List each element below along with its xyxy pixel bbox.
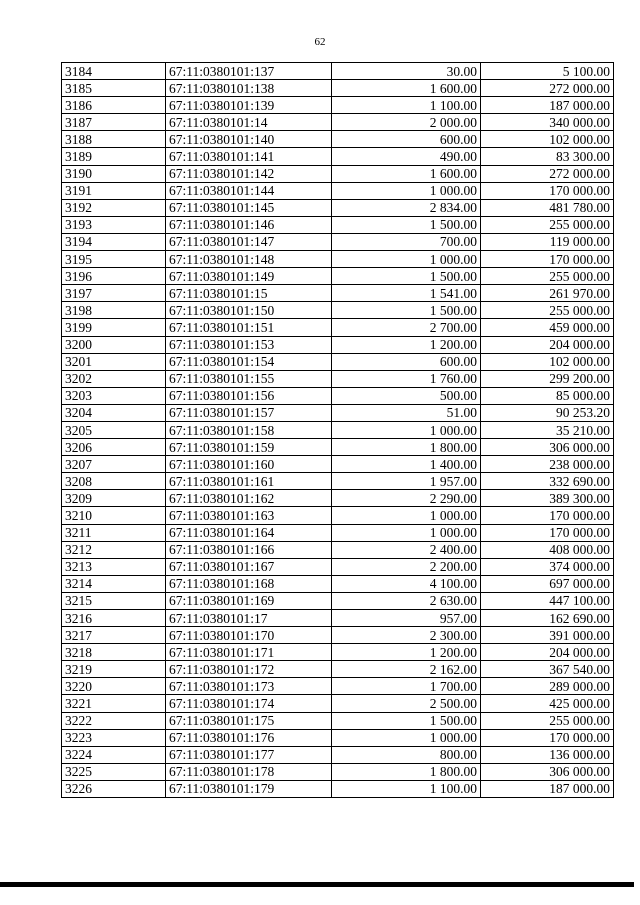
cadastral-number-cell: 67:11:0380101:14 xyxy=(166,114,332,131)
row-number-cell: 3215 xyxy=(62,592,166,609)
area-cell: 30.00 xyxy=(332,63,481,80)
table-row xyxy=(62,541,614,558)
row-number-cell: 3200 xyxy=(62,336,166,353)
value-cell: 187 000.00 xyxy=(481,780,614,797)
value-cell: 204 000.00 xyxy=(481,336,614,353)
value-cell: 255 000.00 xyxy=(481,268,614,285)
area-cell: 600.00 xyxy=(332,131,481,148)
value-cell: 170 000.00 xyxy=(481,729,614,746)
table-row xyxy=(62,199,614,216)
cadastral-number-cell: 67:11:0380101:163 xyxy=(166,507,332,524)
value-cell: 408 000.00 xyxy=(481,541,614,558)
row-number-cell: 3213 xyxy=(62,558,166,575)
area-cell: 1 500.00 xyxy=(332,712,481,729)
cadastral-number-cell: 67:11:0380101:150 xyxy=(166,302,332,319)
area-cell: 1 600.00 xyxy=(332,165,481,182)
table-row xyxy=(62,661,614,678)
row-number-cell: 3217 xyxy=(62,627,166,644)
area-cell: 700.00 xyxy=(332,233,481,250)
area-cell: 500.00 xyxy=(332,387,481,404)
value-cell: 255 000.00 xyxy=(481,712,614,729)
table-row xyxy=(62,421,614,438)
table-row xyxy=(62,148,614,165)
row-number-cell: 3196 xyxy=(62,268,166,285)
value-cell: 5 100.00 xyxy=(481,63,614,80)
table-row xyxy=(62,712,614,729)
value-cell: 332 690.00 xyxy=(481,473,614,490)
area-cell: 2 290.00 xyxy=(332,490,481,507)
row-number-cell: 3197 xyxy=(62,285,166,302)
value-cell: 170 000.00 xyxy=(481,524,614,541)
table-row xyxy=(62,763,614,780)
cadastral-number-cell: 67:11:0380101:149 xyxy=(166,268,332,285)
cadastral-number-cell: 67:11:0380101:155 xyxy=(166,370,332,387)
value-cell: 425 000.00 xyxy=(481,695,614,712)
row-number-cell: 3202 xyxy=(62,370,166,387)
value-cell: 391 000.00 xyxy=(481,627,614,644)
area-cell: 1 760.00 xyxy=(332,370,481,387)
value-cell: 697 000.00 xyxy=(481,575,614,592)
table-row xyxy=(62,97,614,114)
cadastral-number-cell: 67:11:0380101:168 xyxy=(166,575,332,592)
table-row xyxy=(62,439,614,456)
row-number-cell: 3199 xyxy=(62,319,166,336)
cadastral-number-cell: 67:11:0380101:160 xyxy=(166,456,332,473)
value-cell: 481 780.00 xyxy=(481,199,614,216)
row-number-cell: 3187 xyxy=(62,114,166,131)
table-row xyxy=(62,80,614,97)
table-row xyxy=(62,404,614,421)
row-number-cell: 3194 xyxy=(62,233,166,250)
cadastral-number-cell: 67:11:0380101:153 xyxy=(166,336,332,353)
cadastral-number-cell: 67:11:0380101:159 xyxy=(166,439,332,456)
value-cell: 187 000.00 xyxy=(481,97,614,114)
row-number-cell: 3211 xyxy=(62,524,166,541)
cadastral-number-cell: 67:11:0380101:173 xyxy=(166,678,332,695)
table-row xyxy=(62,456,614,473)
row-number-cell: 3189 xyxy=(62,148,166,165)
row-number-cell: 3220 xyxy=(62,678,166,695)
cadastral-number-cell: 67:11:0380101:151 xyxy=(166,319,332,336)
cadastral-number-cell: 67:11:0380101:175 xyxy=(166,712,332,729)
value-cell: 170 000.00 xyxy=(481,182,614,199)
row-number-cell: 3201 xyxy=(62,353,166,370)
value-cell: 367 540.00 xyxy=(481,661,614,678)
table-row xyxy=(62,746,614,763)
cadastral-number-cell: 67:11:0380101:145 xyxy=(166,199,332,216)
value-cell: 85 000.00 xyxy=(481,387,614,404)
row-number-cell: 3184 xyxy=(62,63,166,80)
table-row xyxy=(62,695,614,712)
area-cell: 2 000.00 xyxy=(332,114,481,131)
row-number-cell: 3219 xyxy=(62,661,166,678)
table-body xyxy=(62,63,614,798)
row-number-cell: 3224 xyxy=(62,746,166,763)
area-cell: 490.00 xyxy=(332,148,481,165)
cadastral-number-cell: 67:11:0380101:144 xyxy=(166,182,332,199)
cadastral-number-cell: 67:11:0380101:179 xyxy=(166,780,332,797)
row-number-cell: 3191 xyxy=(62,182,166,199)
cadastral-number-cell: 67:11:0380101:170 xyxy=(166,627,332,644)
table-row xyxy=(62,251,614,268)
cadastral-number-cell: 67:11:0380101:174 xyxy=(166,695,332,712)
value-cell: 102 000.00 xyxy=(481,353,614,370)
row-number-cell: 3207 xyxy=(62,456,166,473)
area-cell: 1 500.00 xyxy=(332,216,481,233)
value-cell: 374 000.00 xyxy=(481,558,614,575)
cadastral-number-cell: 67:11:0380101:176 xyxy=(166,729,332,746)
row-number-cell: 3195 xyxy=(62,251,166,268)
cadastral-number-cell: 67:11:0380101:137 xyxy=(166,63,332,80)
area-cell: 1 000.00 xyxy=(332,729,481,746)
area-cell: 1 600.00 xyxy=(332,80,481,97)
row-number-cell: 3203 xyxy=(62,387,166,404)
row-number-cell: 3212 xyxy=(62,541,166,558)
value-cell: 255 000.00 xyxy=(481,216,614,233)
bottom-rule xyxy=(0,882,634,887)
value-cell: 306 000.00 xyxy=(481,439,614,456)
cadastral-number-cell: 67:11:0380101:178 xyxy=(166,763,332,780)
area-cell: 1 957.00 xyxy=(332,473,481,490)
table-row xyxy=(62,490,614,507)
table-row xyxy=(62,319,614,336)
cadastral-number-cell: 67:11:0380101:138 xyxy=(166,80,332,97)
cadastral-number-cell: 67:11:0380101:140 xyxy=(166,131,332,148)
value-cell: 170 000.00 xyxy=(481,507,614,524)
cadastral-number-cell: 67:11:0380101:162 xyxy=(166,490,332,507)
table-row xyxy=(62,780,614,797)
row-number-cell: 3226 xyxy=(62,780,166,797)
value-cell: 272 000.00 xyxy=(481,165,614,182)
table-row xyxy=(62,353,614,370)
value-cell: 340 000.00 xyxy=(481,114,614,131)
area-cell: 2 630.00 xyxy=(332,592,481,609)
cadastral-number-cell: 67:11:0380101:171 xyxy=(166,644,332,661)
value-cell: 447 100.00 xyxy=(481,592,614,609)
area-cell: 2 162.00 xyxy=(332,661,481,678)
table-row xyxy=(62,268,614,285)
area-cell: 600.00 xyxy=(332,353,481,370)
value-cell: 272 000.00 xyxy=(481,80,614,97)
cadastral-number-cell: 67:11:0380101:154 xyxy=(166,353,332,370)
cadastral-number-cell: 67:11:0380101:17 xyxy=(166,610,332,627)
row-number-cell: 3218 xyxy=(62,644,166,661)
area-cell: 2 500.00 xyxy=(332,695,481,712)
value-cell: 35 210.00 xyxy=(481,421,614,438)
area-cell: 1 000.00 xyxy=(332,182,481,199)
area-cell: 1 800.00 xyxy=(332,763,481,780)
area-cell: 1 000.00 xyxy=(332,524,481,541)
row-number-cell: 3209 xyxy=(62,490,166,507)
value-cell: 83 300.00 xyxy=(481,148,614,165)
page-number: 62 xyxy=(314,36,326,48)
cadastral-number-cell: 67:11:0380101:142 xyxy=(166,165,332,182)
row-number-cell: 3186 xyxy=(62,97,166,114)
row-number-cell: 3222 xyxy=(62,712,166,729)
cadastral-number-cell: 67:11:0380101:156 xyxy=(166,387,332,404)
cadastral-number-cell: 67:11:0380101:164 xyxy=(166,524,332,541)
value-cell: 261 970.00 xyxy=(481,285,614,302)
value-cell: 162 690.00 xyxy=(481,610,614,627)
table-row xyxy=(62,575,614,592)
table-row xyxy=(62,558,614,575)
value-cell: 289 000.00 xyxy=(481,678,614,695)
area-cell: 1 100.00 xyxy=(332,97,481,114)
cadastral-number-cell: 67:11:0380101:161 xyxy=(166,473,332,490)
area-cell: 1 100.00 xyxy=(332,780,481,797)
row-number-cell: 3216 xyxy=(62,610,166,627)
area-cell: 1 500.00 xyxy=(332,268,481,285)
area-cell: 1 200.00 xyxy=(332,644,481,661)
table-row xyxy=(62,387,614,404)
value-cell: 299 200.00 xyxy=(481,370,614,387)
row-number-cell: 3214 xyxy=(62,575,166,592)
cadastral-number-cell: 67:11:0380101:167 xyxy=(166,558,332,575)
table-row xyxy=(62,336,614,353)
area-cell: 2 400.00 xyxy=(332,541,481,558)
cadastral-number-cell: 67:11:0380101:177 xyxy=(166,746,332,763)
value-cell: 389 300.00 xyxy=(481,490,614,507)
value-cell: 90 253.20 xyxy=(481,404,614,421)
area-cell: 1 541.00 xyxy=(332,285,481,302)
table-row xyxy=(62,610,614,627)
table-row xyxy=(62,182,614,199)
value-cell: 119 000.00 xyxy=(481,233,614,250)
table-row xyxy=(62,644,614,661)
cadastral-number-cell: 67:11:0380101:148 xyxy=(166,251,332,268)
table-row xyxy=(62,592,614,609)
table-row xyxy=(62,370,614,387)
area-cell: 2 834.00 xyxy=(332,199,481,216)
table-row xyxy=(62,729,614,746)
area-cell: 1 000.00 xyxy=(332,507,481,524)
cadastral-number-cell: 67:11:0380101:146 xyxy=(166,216,332,233)
value-cell: 459 000.00 xyxy=(481,319,614,336)
value-cell: 238 000.00 xyxy=(481,456,614,473)
table-row xyxy=(62,114,614,131)
table-row xyxy=(62,627,614,644)
area-cell: 2 700.00 xyxy=(332,319,481,336)
table-row xyxy=(62,524,614,541)
table-row xyxy=(62,216,614,233)
row-number-cell: 3206 xyxy=(62,439,166,456)
cadastral-table xyxy=(61,62,614,798)
cadastral-number-cell: 67:11:0380101:139 xyxy=(166,97,332,114)
area-cell: 957.00 xyxy=(332,610,481,627)
cadastral-number-cell: 67:11:0380101:141 xyxy=(166,148,332,165)
cadastral-number-cell: 67:11:0380101:169 xyxy=(166,592,332,609)
table-row xyxy=(62,131,614,148)
area-cell: 800.00 xyxy=(332,746,481,763)
row-number-cell: 3221 xyxy=(62,695,166,712)
area-cell: 1 800.00 xyxy=(332,439,481,456)
row-number-cell: 3204 xyxy=(62,404,166,421)
table-row xyxy=(62,165,614,182)
row-number-cell: 3188 xyxy=(62,131,166,148)
cadastral-number-cell: 67:11:0380101:147 xyxy=(166,233,332,250)
area-cell: 1 000.00 xyxy=(332,421,481,438)
table-row xyxy=(62,678,614,695)
row-number-cell: 3223 xyxy=(62,729,166,746)
table-row xyxy=(62,507,614,524)
value-cell: 170 000.00 xyxy=(481,251,614,268)
value-cell: 255 000.00 xyxy=(481,302,614,319)
row-number-cell: 3198 xyxy=(62,302,166,319)
value-cell: 306 000.00 xyxy=(481,763,614,780)
cadastral-number-cell: 67:11:0380101:158 xyxy=(166,421,332,438)
value-cell: 136 000.00 xyxy=(481,746,614,763)
row-number-cell: 3190 xyxy=(62,165,166,182)
row-number-cell: 3208 xyxy=(62,473,166,490)
table-row xyxy=(62,233,614,250)
table-row xyxy=(62,285,614,302)
area-cell: 1 000.00 xyxy=(332,251,481,268)
row-number-cell: 3193 xyxy=(62,216,166,233)
table-row xyxy=(62,473,614,490)
area-cell: 1 400.00 xyxy=(332,456,481,473)
row-number-cell: 3225 xyxy=(62,763,166,780)
row-number-cell: 3192 xyxy=(62,199,166,216)
row-number-cell: 3210 xyxy=(62,507,166,524)
table-row xyxy=(62,63,614,80)
area-cell: 4 100.00 xyxy=(332,575,481,592)
cadastral-number-cell: 67:11:0380101:157 xyxy=(166,404,332,421)
cadastral-number-cell: 67:11:0380101:166 xyxy=(166,541,332,558)
area-cell: 51.00 xyxy=(332,404,481,421)
area-cell: 2 300.00 xyxy=(332,627,481,644)
cadastral-number-cell: 67:11:0380101:172 xyxy=(166,661,332,678)
value-cell: 102 000.00 xyxy=(481,131,614,148)
row-number-cell: 3185 xyxy=(62,80,166,97)
area-cell: 1 700.00 xyxy=(332,678,481,695)
value-cell: 204 000.00 xyxy=(481,644,614,661)
row-number-cell: 3205 xyxy=(62,421,166,438)
area-cell: 2 200.00 xyxy=(332,558,481,575)
area-cell: 1 500.00 xyxy=(332,302,481,319)
table-row xyxy=(62,302,614,319)
cadastral-number-cell: 67:11:0380101:15 xyxy=(166,285,332,302)
area-cell: 1 200.00 xyxy=(332,336,481,353)
